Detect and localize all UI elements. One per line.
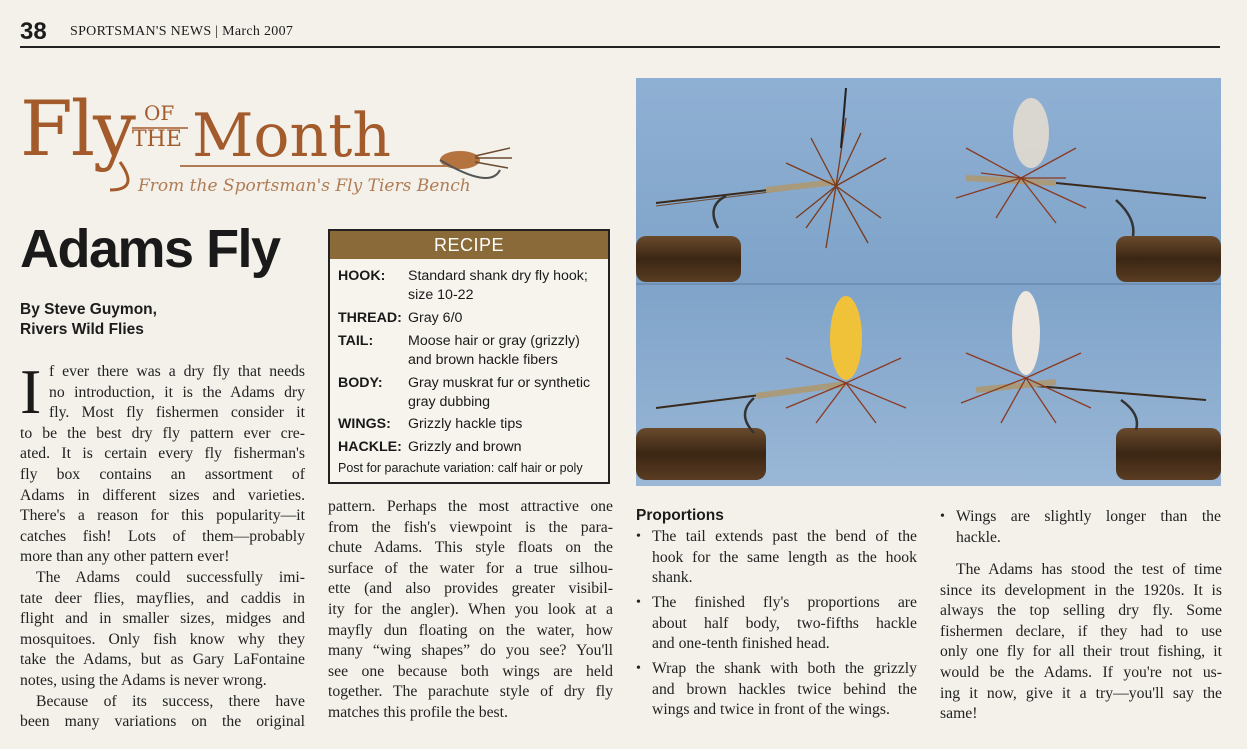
text-line: about half body, two-fifths hackle (652, 614, 917, 632)
recipe-value: Grizzly and brown (408, 439, 522, 455)
proportion-bullet (636, 593, 918, 655)
proportion-bullet (636, 659, 918, 721)
text-line: many “wing shapes” do you see? You'll (328, 642, 613, 660)
text-line: notes, using the Adams is never wrong. (20, 671, 267, 689)
text-line: would be the Adams. If you're not us- (940, 663, 1222, 681)
recipe-label: THREAD: (338, 310, 402, 326)
text-line: ated. It is certain every fly fisherman's (20, 445, 305, 463)
text-line: hackle. (956, 528, 1001, 546)
recipe-label: TAIL: (338, 333, 374, 349)
text-line: same! (940, 705, 978, 723)
text-line: The finished fly's proportions are (652, 594, 917, 611)
fly-photo (636, 78, 1221, 486)
article-column-4 (940, 560, 1222, 725)
masthead: SPORTSMAN'S NEWS | March 2007 (70, 24, 294, 39)
recipe-title: RECIPE (330, 231, 608, 259)
recipe-value: gray dubbing (408, 394, 491, 410)
text-line: been many variations on the original (20, 713, 305, 731)
text-line: The Adams could successfully imi- (36, 568, 305, 586)
text-line: only one fly for all their trout fishing, it (940, 643, 1222, 661)
text-line: The tail extends past the bend of the (652, 528, 917, 545)
text-line: catches fish! Lots of them—probably (20, 527, 305, 545)
text-line: tate deer flies, mayflies, and caddis in (20, 589, 305, 607)
text-line: and one-tenth finished head. (652, 635, 830, 653)
header-rule (20, 46, 1220, 48)
proportions-heading: Proportions (636, 507, 724, 524)
text-line: wings and twice in front of the wings. (652, 701, 890, 719)
text-line: and brown hackles twice behind the (652, 680, 917, 698)
text-line: together. The parachute style of dry fly (328, 683, 613, 701)
article-column-1 (20, 356, 305, 733)
text-line: Wings are slightly longer than the (956, 508, 1221, 525)
text-line: fly. Most fly fishermen consider it (49, 404, 305, 422)
proportion-bullet (636, 527, 918, 589)
recipe-value: size 10-22 (408, 287, 474, 303)
recipe-label: BODY: (338, 375, 383, 391)
logo-the: THE (132, 127, 182, 152)
recipe-value: Gray muskrat fur or synthetic (408, 375, 591, 391)
page-header (20, 18, 1220, 48)
text-line: no introduction, it is the Adams dry (49, 383, 305, 401)
text-line: ing it now, give it a try—you'll say the (940, 684, 1222, 702)
drop-cap: I (20, 356, 42, 427)
recipe-label: WINGS: (338, 416, 391, 432)
text-line: always the top selling dry fly. Some (940, 602, 1222, 620)
text-line: take the Adams, but as Gary LaFontaine (20, 651, 305, 669)
fly-of-the-month-logo (20, 70, 520, 210)
text-line: since its development in the 1920s. It is (940, 581, 1222, 599)
text-line: Wrap the shank with both the grizzly (652, 660, 917, 677)
text-line: matches this profile the best. (328, 703, 508, 721)
text-line: ity for the angler). When you look at a (328, 600, 613, 618)
text-line: fly box contains an assortment of (20, 465, 305, 483)
byline-author: By Steve Guymon, (20, 301, 157, 318)
logo-fly: Fly (20, 84, 134, 173)
bullet-icon: • (636, 595, 641, 610)
logo-tagline: From the Sportsman's Fly Tiers Bench (138, 176, 471, 196)
text-line: flight and in smaller sizes, midges and (20, 610, 305, 628)
text-line: There's a reason for this popularity—it (20, 507, 305, 525)
bullet-icon: • (940, 509, 945, 524)
recipe-label: HOOK: (338, 268, 386, 284)
text-line: mosquitoes. Only fish know why they (20, 630, 305, 648)
text-line: from the fish's viewpoint is the para- (328, 518, 613, 536)
text-line: chute Adams. This style floats on the (328, 539, 613, 557)
text-line: fishermen declare, if they had to use (940, 622, 1222, 640)
fly-illustration-icon (440, 148, 512, 178)
recipe-value: Standard shank dry fly hook; (408, 268, 588, 284)
recipe-value: Moose hair or gray (grizzly) (408, 333, 580, 349)
text-line: mayfly dun floating on the water, how (328, 621, 613, 639)
text-line: shank. (652, 569, 693, 587)
recipe-value: and brown hackle fibers (408, 352, 558, 368)
byline (20, 300, 157, 340)
proportion-bullet (940, 507, 1222, 549)
text-line: more than any other pattern ever! (20, 548, 230, 566)
text-line: see one because both wings are held (328, 662, 613, 680)
article-headline: Adams Fly (20, 219, 280, 279)
logo-month: Month (192, 101, 391, 171)
text-line: Adams in different sizes and varieties. (20, 486, 305, 504)
text-line: to be the best dry fly pattern ever cre- (20, 424, 305, 442)
text-line: Because of its success, there have (36, 692, 305, 710)
article-column-2 (328, 497, 613, 724)
bullet-icon: • (636, 529, 641, 544)
recipe-note: Post for parachute variation: calf hair or poly (338, 461, 583, 475)
recipe-label: HACKLE: (338, 439, 402, 455)
logo-of: OF (144, 101, 175, 125)
byline-affiliation: Rivers Wild Flies (20, 321, 144, 338)
recipe-value: Gray 6/0 (408, 310, 463, 326)
page-number: 38 (20, 18, 47, 45)
text-line: The Adams has stood the test of time (956, 561, 1222, 578)
bullet-icon: • (636, 661, 641, 676)
recipe-value: Grizzly hackle tips (408, 416, 523, 432)
text-line: surface of the water for a true silhou- (328, 559, 613, 577)
recipe-box (328, 229, 610, 484)
text-line: pattern. Perhaps the most attractive one (328, 498, 613, 515)
text-line: hook for the same length as the hook (652, 548, 917, 566)
text-line: ette (and also provides greater visibil- (328, 580, 613, 598)
text-line: f ever there was a dry fly that needs (49, 363, 305, 380)
